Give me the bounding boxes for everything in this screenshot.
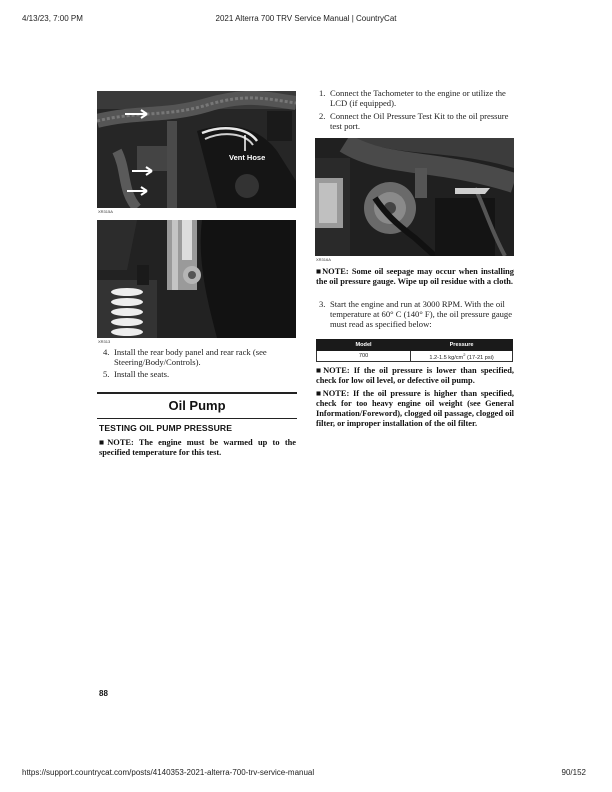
note-warm-up: ■NOTE: The engine must be warmed up to the specified temperature for this test. [99,438,296,457]
column-header-pressure: Pressure [411,340,513,351]
step-text: Connect the Oil Pressure Test Kit to the oil pressure test port. [330,111,509,131]
pressure-value: 1.2-1.5 kg/cm [429,354,464,361]
step-5 [103,369,296,379]
print-title: 2021 Alterra 700 TRV Service Manual | CountryCat [215,14,397,23]
pressure-unit-exponent: 2 [463,351,466,357]
pressure-cell [411,351,513,362]
step-number: 3. [319,299,326,309]
step-number: 2. [319,111,326,121]
oil-pressure-port-photo [315,138,514,256]
rear-shock-photo [97,220,296,338]
note-low-pressure: ■NOTE: If the oil pressure is lower than specified, check for low oil level, or defective oil pump. [316,366,514,385]
step-1 [319,88,514,108]
step-text: Connect the Tachometer to the engine or utilize the LCD (if equipped). [330,88,506,108]
print-datetime: 4/13/23, 7:00 PM [22,14,83,23]
step-number: 1. [319,88,326,98]
note-high-pressure: ■NOTE: If the oil pressure is higher than specified, check for too heavy engine oil weight (see General Information/Foreword), clogged oil passage, clogged oil filter, or improper installation of the oil filter. [316,389,514,428]
step-4 [103,347,296,367]
step-number: 4. [103,347,110,357]
model-cell: 700 [317,351,411,362]
figure-label: XR316A [316,257,331,262]
step-text: Install the rear body panel and rear rack (see Steering/Body/Controls). [114,347,267,367]
step-text: Start the engine and run at 3000 RPM. With the oil temperature at 60° C (140° F), the oil pressure gauge must read as specified below: [330,299,513,329]
page-number: 88 [99,689,108,698]
pressure-psi: (17-21 psi) [465,354,494,361]
figure-label: XR315A [98,209,113,214]
table-header-row [317,340,513,351]
section-title: Oil Pump [97,392,297,419]
step-3 [319,299,514,329]
print-url: https://support.countrycat.com/posts/4140353-2021-alterra-700-trv-service-manual [22,768,315,777]
figure-label: XR313 [98,339,111,344]
vent-hose-photo [97,91,296,208]
step-number: 5. [103,369,110,379]
print-page-count: 90/152 [561,768,586,777]
vent-hose-callout: Vent Hose [229,153,266,162]
subheading: TESTING OIL PUMP PRESSURE [99,423,233,433]
oil-pressure-spec-table [316,339,513,362]
table-row [317,351,513,362]
step-text: Install the seats. [114,369,170,379]
step-2 [319,111,514,131]
note-oil-seepage: ■NOTE: Some oil seepage may occur when installing the oil pressure gauge. Wipe up oil residue with a cloth. [316,267,514,286]
column-header-model: Model [317,340,411,351]
